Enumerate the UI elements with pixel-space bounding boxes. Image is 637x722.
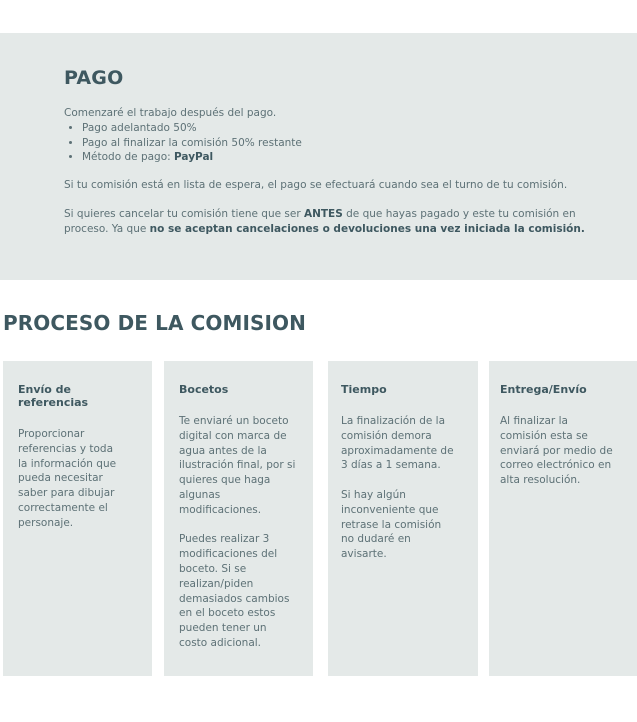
card-bocetos bbox=[164, 361, 313, 676]
card-tiempo bbox=[328, 361, 478, 676]
card-title: Tiempo bbox=[341, 383, 387, 396]
card-title: Entrega/Envío bbox=[500, 383, 587, 396]
pago-title: PAGO bbox=[64, 67, 124, 89]
list-item-payment-method bbox=[82, 150, 637, 165]
card-body: La finalización de la comisión demora aproximadamente de 3 días a 1 semana. Si hay algún inconveniente que retrase la comisión no dudaré en avisarte. bbox=[341, 415, 454, 561]
cancel-emphasis: ANTES bbox=[303, 207, 343, 220]
card-envio-referencias bbox=[3, 361, 152, 676]
card-body: Proporcionar referencias y toda la información que pueda necesitar saber para dibujar correctamente el personaje. bbox=[18, 428, 117, 529]
cancel-text-c: de que hayas pagado y este tu comisión en proceso. Ya que bbox=[64, 207, 576, 235]
list-item: • Pago adelantado 50% bbox=[82, 121, 637, 136]
payment-method-value: PayPal bbox=[174, 151, 214, 163]
cancel-policy bbox=[64, 207, 604, 237]
card-entrega-envio bbox=[489, 361, 637, 676]
cancel-text-a: Si quieres cancelar tu comisión tiene que ser bbox=[64, 207, 304, 220]
pago-list bbox=[64, 121, 637, 165]
pago-intro: Comenzaré el trabajo después del pago. bbox=[64, 107, 277, 119]
card-title: Bocetos bbox=[179, 383, 229, 396]
card-body: Al finalizar la comisión esta se enviará por medio de correo electrónico en alta resolución. bbox=[500, 415, 613, 487]
proceso-title: PROCESO DE LA COMISION bbox=[3, 311, 306, 335]
payment-method-label: Método de pago: bbox=[82, 151, 175, 163]
card-body: Te enviaré un boceto digital con marca de agua antes de la ilustración final, por si quieres que haga algunas modificaciones. Puedes realizar 3 modificaciones del boceto. Si se realizan/piden demasiados cambios en el boceto estos pueden tener un costo adicional. bbox=[179, 415, 296, 649]
card-title: Envío de referencias bbox=[18, 383, 89, 409]
cancel-no-refund: no se aceptan cancelaciones o devoluciones una vez iniciada la comisión. bbox=[149, 222, 585, 235]
waitlist-note: Si tu comisión está en lista de espera, el pago se efectuará cuando sea el turno de tu comisión. bbox=[64, 178, 568, 191]
list-item: • Pago al finalizar la comisión 50% restante bbox=[82, 136, 637, 151]
pago-section bbox=[0, 33, 637, 280]
